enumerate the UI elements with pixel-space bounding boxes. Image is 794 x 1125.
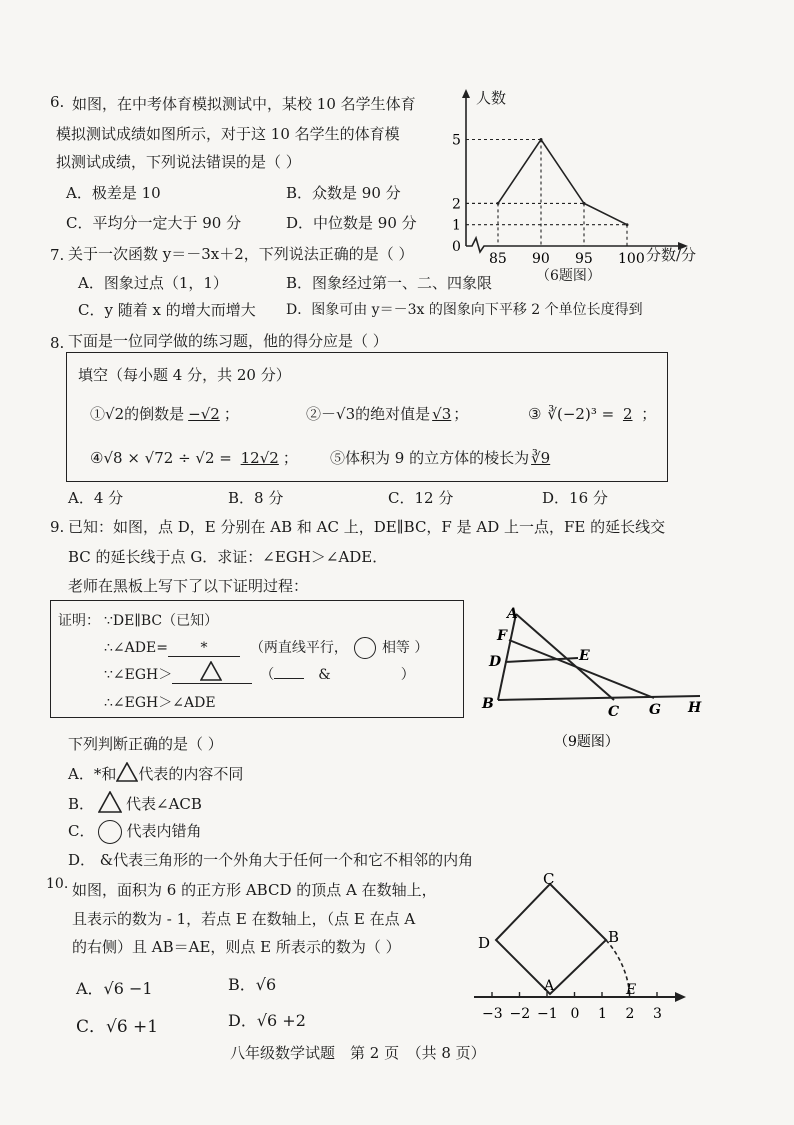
numberline-tick-label: −3 — [482, 1006, 503, 1022]
star-blank: * — [168, 640, 240, 657]
q8-item4-number: ④ — [90, 449, 104, 467]
q6-number: 6. — [50, 93, 65, 111]
q8-item5-answer: ∛9 — [531, 449, 551, 467]
chart-xtick-label: 100 — [618, 251, 645, 267]
q9-proof-line2-mid: （两直线平行， — [249, 640, 348, 656]
q8-item1-number: ① — [90, 405, 106, 423]
q8-item4: ④√8 × √72 ÷ √2 = 12√2 ； — [90, 449, 298, 467]
q7-number: 7. — [50, 246, 65, 264]
triangle-icon — [98, 791, 122, 813]
q6-option-d: D．中位数是 90 分 — [286, 214, 417, 232]
q9-proof-line2 — [104, 637, 428, 659]
q9-proof-line3: ∵∠EGH＞ （ & ） — [104, 664, 415, 684]
q9-number: 9. — [50, 518, 65, 536]
q6-line2: 模拟测试成绩如图所示，对于这 10 名学生的体育模 — [56, 125, 400, 143]
numberline-tick-label: 0 — [570, 1006, 580, 1022]
numberline-tick-label: −2 — [509, 1006, 531, 1022]
q6-option-b: B．众数是 90 分 — [286, 184, 401, 202]
q10-line3: 的右侧）且 AB＝AE，则点 E 所表示的数为（ ） — [72, 938, 401, 956]
q9-line3: 老师在黑板上写下了以下证明过程： — [68, 577, 309, 595]
q8-item1: ①√2的倒数是 −√2 ； — [90, 405, 239, 423]
q8-option-c: C．12 分 — [388, 489, 454, 507]
q9-option-c-start: C． — [68, 822, 95, 840]
cuberoot-expr: ∛(−2)³ = — [547, 405, 619, 423]
q8-stem: 下面是一位同学做的练习题，他的得分应是（ ） — [68, 332, 388, 350]
q10-option-c: C．√6 +1 — [76, 1017, 159, 1037]
circle-icon — [98, 820, 122, 844]
q8-item3: ③ ∛(−2)³ = 2 ； — [528, 405, 657, 423]
q10-option-b: B．√6 — [228, 975, 277, 994]
fig10-label-a: A — [544, 978, 555, 994]
q9-geometry-figure — [478, 600, 718, 750]
numberline-tick-label: 2 — [625, 1006, 635, 1022]
chart-ytick-label: 5 — [452, 132, 461, 149]
fig10-label-c: C — [543, 870, 555, 888]
q8-item5-text: ⑤体积为 9 的立方体的棱长为 — [330, 449, 530, 467]
chart-y-arrow — [462, 89, 470, 98]
q6-option-a: A．极差是 10 — [66, 184, 161, 202]
chart-caption: （6题图） — [536, 268, 601, 284]
q8-item4-answer: 12√2 — [240, 449, 279, 467]
fig10-label-e: E — [626, 982, 637, 998]
triangle-icon — [116, 762, 138, 782]
q6-line3: 拟测试成绩，下列说法错误的是（ ） — [56, 153, 301, 171]
q9-proof-line2-end: 相等 ） — [381, 640, 429, 656]
q7-stem: 关于一次函数 y＝－3x＋2，下列说法正确的是（ ） — [68, 245, 414, 263]
fig9-caption: （9题图） — [554, 734, 619, 750]
q9-ampersand: & — [318, 667, 331, 683]
fig10-label-d: D — [478, 934, 491, 952]
q10-square-numberline-figure — [470, 870, 694, 1030]
fig9-label-b: B — [482, 696, 494, 712]
q8-box-title: 填空（每小题 4 分，共 20 分） — [78, 366, 291, 384]
q7-option-a: A．图象过点（1，1） — [78, 274, 228, 292]
q8-item5 — [330, 447, 552, 468]
q8-item1-text: 的倒数是 — [124, 405, 185, 423]
q9-option-b — [68, 791, 202, 814]
q9-option-b-start: B． — [68, 795, 95, 813]
chart-xtick-label: 90 — [532, 251, 550, 267]
q8-number: 8. — [50, 334, 65, 352]
q8-item2-answer: √3 — [432, 405, 452, 423]
fig9-label-a: A — [507, 606, 518, 622]
fig9-label-d: D — [489, 654, 502, 670]
q6-frequency-chart — [440, 85, 700, 285]
q9-option-b-end: 代表∠ACB — [126, 795, 202, 813]
q9-option-c-end: 代表内错角 — [126, 822, 202, 840]
fig9-label-c: C — [608, 704, 620, 720]
sqrt3-expr: √3 — [336, 405, 356, 423]
q9-proof-label: 证明： — [58, 613, 100, 629]
q9-option-c — [68, 820, 202, 844]
chart-point — [497, 202, 500, 205]
q6-line1: 如图，在中考体育模拟测试中，某校 10 名学生体育 — [72, 95, 416, 113]
q9-proof-line2-start: ∴∠ADE= — [104, 640, 168, 656]
product-expr: √8 × √72 ÷ √2 = — [103, 449, 237, 467]
fig10-label-b: B — [608, 928, 620, 946]
q7-option-b: B．图象经过第一、二、四象限 — [286, 274, 493, 292]
q8-item2: ②－√3的绝对值是 √3 ； — [306, 405, 469, 423]
chart-ytick-label: 2 — [452, 196, 461, 213]
fig9-label-f: F — [497, 628, 507, 644]
q10-option-a: A．√6 −1 — [76, 979, 153, 998]
q8-option-b: B．8 分 — [228, 489, 284, 507]
q9-proof-line4: ∴∠EGH＞∠ADE — [104, 695, 216, 711]
page-footer: 八年级数学试题 第 2 页 （共 8 页） — [230, 1044, 486, 1062]
triangle-blank — [172, 665, 252, 684]
chart-point — [583, 202, 586, 205]
q9-option-d: D． &代表三角形的一个外角大于任何一个和它不相邻的内角 — [68, 851, 474, 869]
q8-option-a: A．4 分 — [68, 489, 124, 507]
q7-option-d: D．图象可由 y＝－3x 的图象向下平移 2 个单位长度得到 — [286, 302, 643, 318]
chart-xtick-label: 85 — [489, 251, 507, 267]
triangle-icon — [200, 661, 222, 681]
chart-ytick-label: 1 — [452, 217, 461, 234]
q8-item2-text: 的绝对值是 — [355, 405, 431, 423]
circle-icon — [354, 637, 376, 659]
numberline-tick-label: 1 — [598, 1006, 607, 1022]
chart-xlabel: 分数/分 — [646, 246, 697, 264]
numberline-tick-label: 3 — [653, 1006, 662, 1022]
fig9-label-h: H — [688, 700, 702, 716]
chart-ytick-label: 0 — [452, 239, 461, 255]
q10-option-d: D．√6 +2 — [228, 1011, 306, 1030]
q8-item3-answer: 2 — [622, 405, 633, 423]
chart-xtick-label: 95 — [575, 251, 593, 267]
q9-proof-line1: ∵DE∥BC（已知） — [104, 613, 219, 629]
q8-item2-number: ②－ — [306, 405, 337, 423]
q9-option-a-end: 代表的内容不同 — [138, 765, 244, 783]
q8-item3-number: ③ — [528, 405, 542, 423]
fig9-label-e: E — [579, 648, 590, 664]
q10-line1: 如图，面积为 6 的正方形 ABCD 的顶点 A 在数轴上， — [72, 881, 437, 899]
q10-line2: 且表示的数为 - 1，若点 E 在数轴上，（点 E 在点 A — [72, 910, 416, 928]
q10-number: 10. — [46, 876, 69, 892]
q9-question: 下列判断正确的是（ ） — [68, 735, 223, 753]
q9-line2: BC 的延长线于点 G．求证：∠EGH＞∠ADE． — [68, 548, 388, 566]
numberline-tick-label: −1 — [537, 1006, 558, 1022]
sqrt2-expr: √2 — [105, 405, 125, 423]
q8-option-d: D．16 分 — [542, 489, 608, 507]
q7-option-c: C．y 随着 x 的增大而增大 — [78, 301, 256, 319]
chart-series-line — [498, 140, 627, 225]
fig9-label-g: G — [649, 702, 661, 718]
q9-line1: 已知：如图，点 D，E 分别在 AB 和 AC 上，DE∥BC，F 是 AD 上一点，FE 的延长线交 — [68, 518, 666, 536]
q8-item1-answer: −√2 — [188, 405, 220, 423]
q9-proof-line3-start: ∵∠EGH＞ — [104, 667, 173, 683]
q6-option-c: C．平均分一定大于 90 分 — [66, 214, 242, 232]
q9-option-a — [68, 762, 243, 784]
chart-point — [626, 223, 629, 226]
chart-ylabel: 人数 — [476, 89, 507, 107]
chart-point — [540, 138, 543, 141]
q9-option-a-start: A．*和 — [68, 765, 117, 783]
